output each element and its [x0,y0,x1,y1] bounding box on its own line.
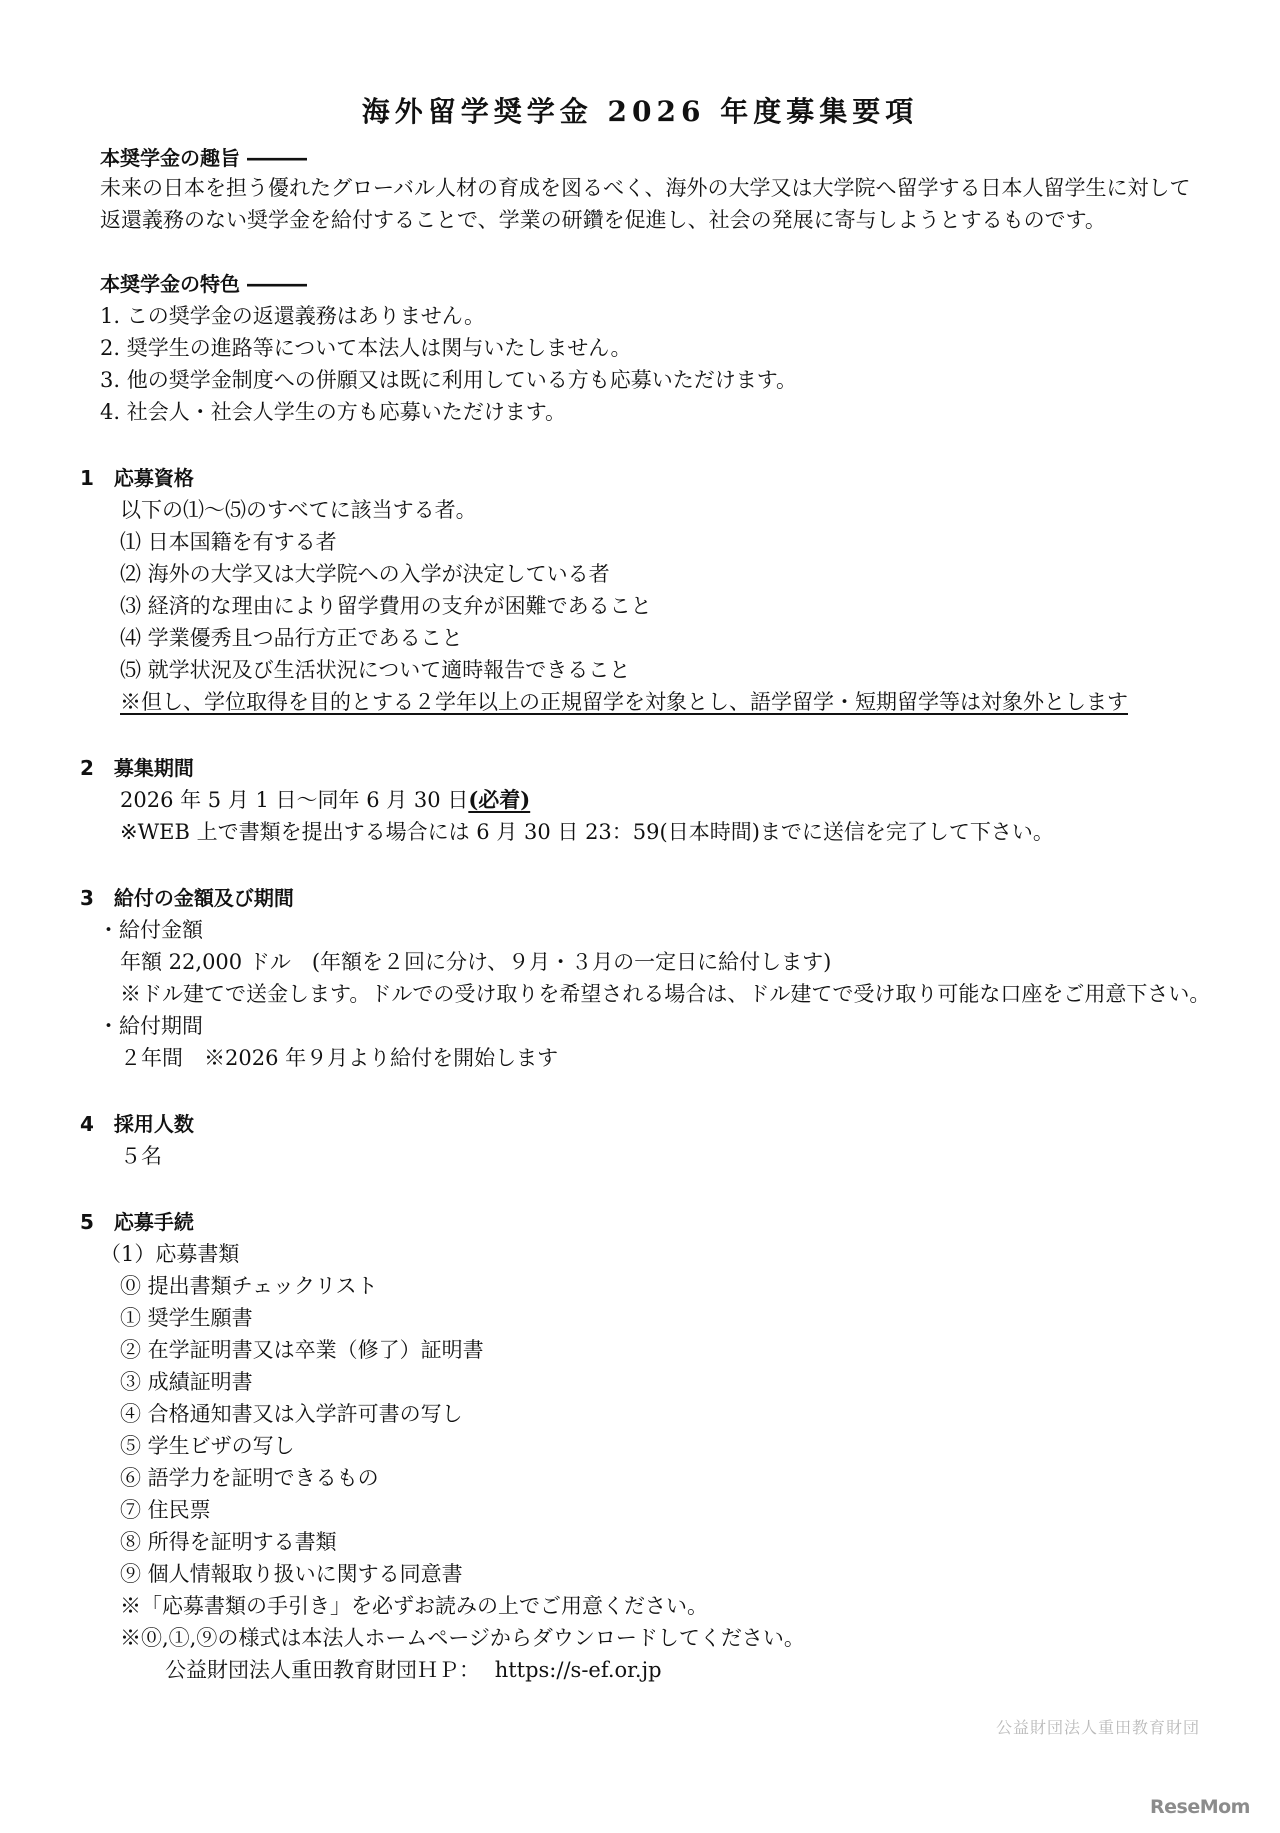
eligibility-item: ⑸ 就学状況及び生活状況について適時報告できること [120,658,631,682]
eligibility-item: ⑵ 海外の大学又は大学院への入学が決定している者 [120,562,610,586]
payment-period-text: ２年間 ※2026 年９月より給付を開始します [120,1046,559,1070]
period-dates-range: 2026 年 5 月 1 日〜同年 6 月 30 日 [120,788,469,812]
payment-amount-text: 年額 22,000 ドル (年額を２回に分け、９月・３月の一定日に給付します) [120,950,832,974]
eligibility-item: ⑷ 学業優秀且つ品行方正であること [120,626,463,650]
resemom-watermark-logo: ReseMom [1150,1796,1250,1818]
procedure-note-download: ※⓪,①,⑨の様式は本法人ホームページからダウンロードしてください。 [120,1626,805,1650]
eligibility-intro: 以下の⑴〜⑸のすべてに該当する者。 [120,498,477,522]
homepage-label: 公益財団法人重田教育財団ＨＰ： [165,1658,480,1682]
purpose-text-line-2: 返還義務のない奨学金を給付することで、学業の研鑽を促進し、社会の発展に寄与しようとするものです。 [100,208,1106,232]
recruitment-heading: 4 採用人数 [80,1112,194,1136]
footer-organization: 公益財団法人重田教育財団 [995,1718,1200,1737]
procedure-doc-item: ⑨ 個人情報取り扱いに関する同意書 [120,1562,463,1586]
feature-item: 4. 社会人・社会人学生の方も応募いただけます。 [100,400,567,424]
procedure-heading: 5 応募手続 [80,1210,194,1234]
procedure-homepage [165,1654,662,1686]
period-dates-must-arrive: (必着) [468,787,531,812]
procedure-doc-item: ① 奨学生願書 [120,1306,253,1330]
features-heading: 本奨学金の特色 ――― [100,272,307,296]
procedure-doc-item: ④ 合格通知書又は入学許可書の写し [120,1402,463,1426]
period-web-note: ※WEB 上で書類を提出する場合には 6 月 30 日 23：59(日本時間)までに送信を完了して下さい。 [120,820,1054,844]
procedure-doc-item: ③ 成績証明書 [120,1370,253,1394]
procedure-doc-item: ⑦ 住民票 [120,1498,211,1522]
purpose-text-line-1: 未来の日本を担う優れたグローバル人材の育成を図るべく、海外の大学又は大学院へ留学する日本人留学生に対して [100,176,1191,200]
procedure-doc-item: ⑥ 語学力を証明できるもの [120,1466,379,1490]
period-heading: 2 募集期間 [80,756,194,780]
payment-amount-label: ・給付金額 [98,918,203,942]
payment-heading: 3 給付の金額及び期間 [80,886,294,910]
homepage-url-link[interactable]: https://s-ef.or.jp [494,1658,662,1682]
eligibility-item: ⑴ 日本国籍を有する者 [120,530,337,554]
document-title: 海外留学奨学金 2026 年度募集要項 [361,95,919,128]
period-dates [120,784,530,816]
eligibility-heading: 1 応募資格 [80,466,194,490]
feature-item: 3. 他の奨学金制度への併願又は既に利用している方も応募いただけます。 [100,368,798,392]
feature-item: 1. この奨学金の返還義務はありません。 [100,304,485,328]
procedure-doc-item: ② 在学証明書又は卒業（修了）証明書 [120,1338,484,1362]
procedure-doc-item: ⓪ 提出書類チェックリスト [120,1274,378,1298]
payment-period-label: ・給付期間 [98,1014,203,1038]
eligibility-note: ※但し、学位取得を目的とする２学年以上の正規留学を対象とし、語学留学・短期留学等は対象外とします [120,690,1128,714]
procedure-doc-item: ⑤ 学生ビザの写し [120,1434,295,1458]
payment-amount-note: ※ドル建てで送金します。ドルでの受け取りを希望される場合は、ドル建てで受け取り可能な口座をご用意下さい。 [120,982,1211,1006]
eligibility-item: ⑶ 経済的な理由により留学費用の支弁が困難であること [120,594,652,618]
procedure-note-guide: ※「応募書類の手引き」を必ずお読みの上でご用意ください。 [120,1594,708,1618]
procedure-doc-item: ⑧ 所得を証明する書類 [120,1530,337,1554]
feature-item: 2. 奨学生の進路等について本法人は関与いたしません。 [100,336,632,360]
procedure-docs-label: （1）応募書類 [100,1242,240,1266]
recruitment-count: ５名 [120,1144,162,1168]
purpose-heading: 本奨学金の趣旨 ――― [100,146,307,170]
